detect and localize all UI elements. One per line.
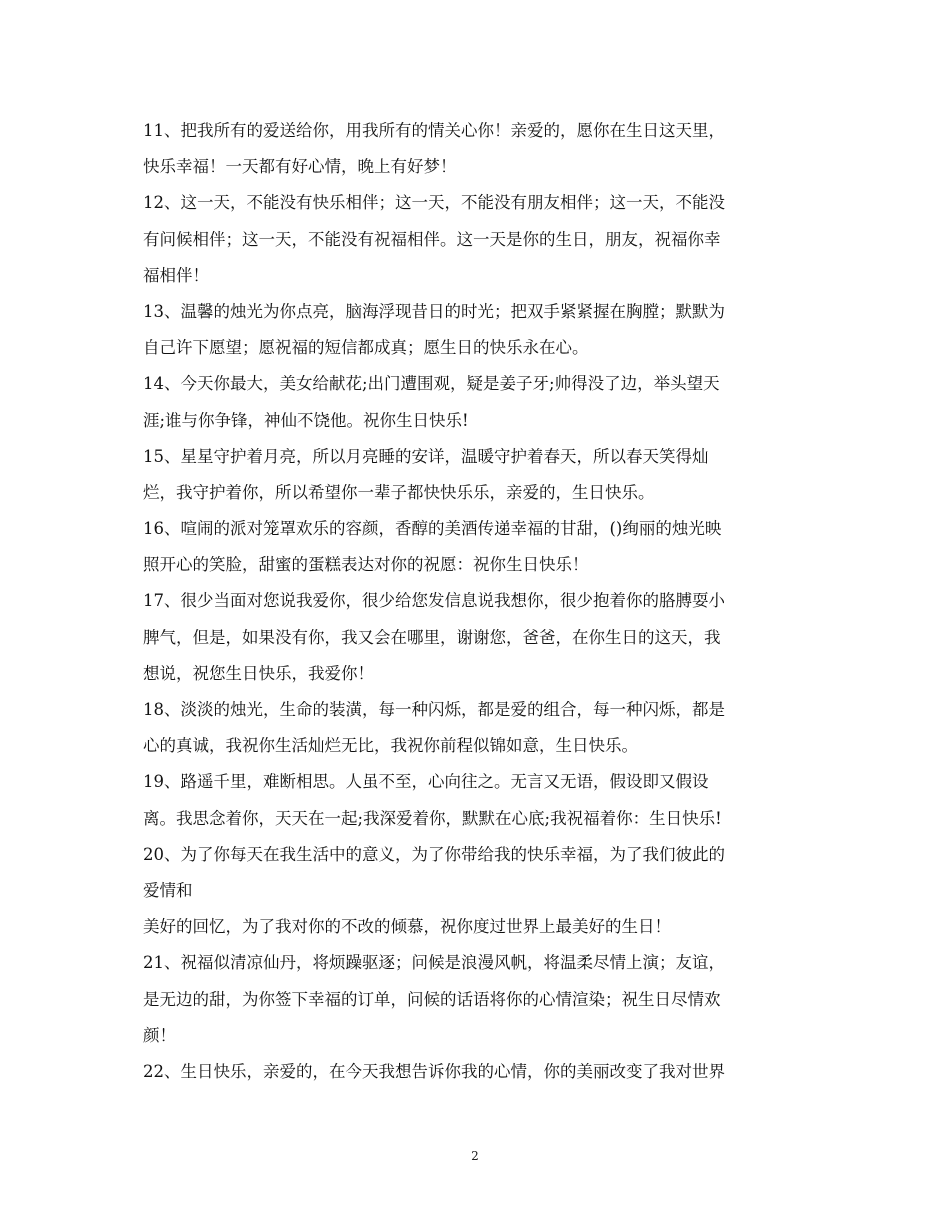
text-line: 脾气，但是，如果没有你，我又会在哪里，谢谢您，爸爸，在你生日的这天，我 [143,627,721,647]
text-line: 颜！ [143,1025,176,1045]
text-line: 是无边的甜，为你签下幸福的订单，问候的话语将你的心情渲染；祝生日尽情欢 [143,989,721,1009]
document-body [143,113,813,1090]
text-line: 照开心的笑脸，甜蜜的蛋糕表达对你的祝愿：祝你生日快乐！ [143,555,589,575]
text-line: 22、生日快乐，亲爱的，在今天我想告诉你我的心情，你的美丽改变了我对世界 [143,1061,725,1081]
text-line: 18、淡淡的烛光，生命的装潢，每一种闪烁，都是爱的组合，每一种闪烁，都是 [143,700,725,719]
text-line: 15、星星守护着月亮，所以月亮睡的安详，温暖守护着春天，所以春天笑得灿 [143,446,709,466]
text-line: 离。我思念着你，天天在一起;我深爱着你，默默在心底;我祝福着你：生日快乐! [143,808,722,828]
text-line: 有问候相伴；这一天，不能没有祝福相伴。这一天是你的生日，朋友，祝福你幸 [143,229,721,249]
text-line: 14、今天你最大，美女给献花;出门遭围观，疑是姜子牙;帅得没了边，举头望天 [143,374,720,394]
text-line: 11、把我所有的爱送给你，用我所有的情关心你！亲爱的，愿你在生日这天里， [143,121,725,140]
text-line: 涯;谁与你争锋，神仙不饶他。祝你生日快乐! [143,410,469,430]
text-line: 想说，祝您生日快乐，我爱你！ [143,663,374,683]
text-line: 福相伴！ [143,265,209,285]
text-line: 12、这一天，不能没有快乐相伴；这一天，不能没有朋友相伴；这一天，不能没 [143,193,725,213]
text-line: 快乐幸福！一天都有好心情，晚上有好梦！ [143,157,457,177]
page-number: 2 [471,1149,479,1163]
text-line: 自己许下愿望；愿祝福的短信都成真；愿生日的快乐永在心。 [143,338,589,358]
text-line: 16、喧闹的派对笼罩欢乐的容颜，香醇的美酒传递幸福的甘甜，()绚丽的烛光映 [143,519,722,539]
text-line: 爱情和 [143,880,193,900]
text-line: 13、温馨的烛光为你点亮，脑海浮现昔日的时光；把双手紧紧握在胸膛；默默为 [143,301,725,321]
text-line: 17、很少当面对您说我爱你，很少给您发信息说我想你，很少抱着你的胳膊耍小 [143,591,725,611]
text-line: 烂，我守护着你，所以希望你一辈子都快快乐乐，亲爱的，生日快乐。 [143,482,655,502]
text-line: 美好的回忆，为了我对你的不改的倾慕，祝你度过世界上最美好的生日！ [143,917,671,937]
text-line: 心的真诚，我祝你生活灿烂无比，我祝你前程似锦如意，生日快乐。 [143,736,638,756]
text-line: 21、祝福似清凉仙丹，将烦躁驱逐；问候是浪漫风帆，将温柔尽情上演；友谊， [143,953,725,973]
text-line: 20、为了你每天在我生活中的意义，为了你带给我的快乐幸福，为了我们彼此的 [143,844,725,864]
text-line: 19、路遥千里，难断相思。人虽不至，心向往之。无言又无语，假设即又假设 [143,772,709,792]
